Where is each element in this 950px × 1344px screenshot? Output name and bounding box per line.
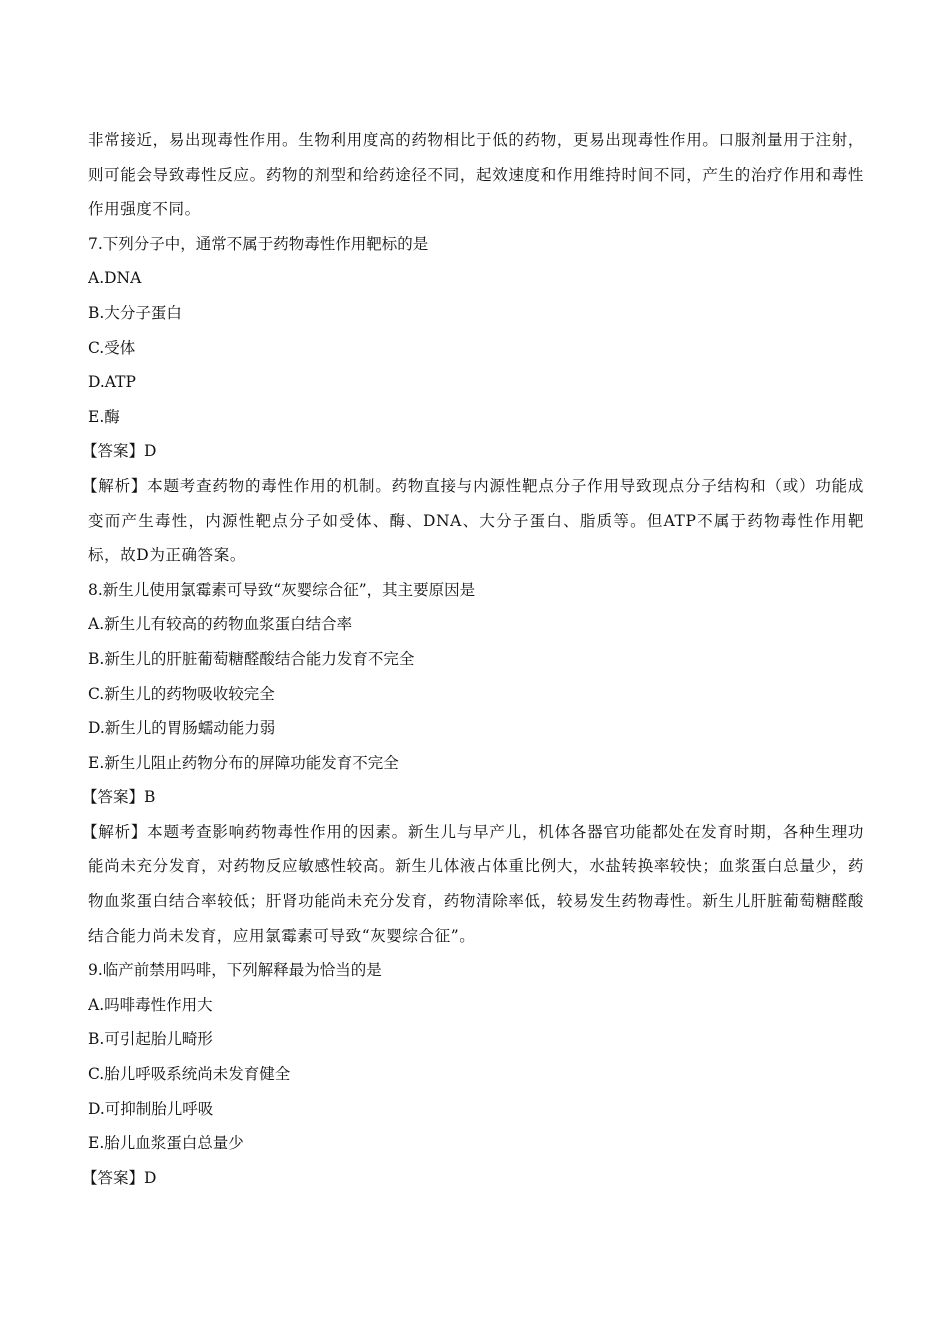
question-7-explanation: 【解析】本题考查药物的毒性作用的机制。药物直接与内源性靶点分子作用导致现点分子结构和（或）功能成变而产生毒性，内源性靶点分子如受体、酶、DNA、大分子蛋白、脂质等。但ATP不属于药物毒性作用靶标，故D为正确答案。 — [82, 476, 864, 565]
question-7-option-c: C.受体 — [88, 338, 136, 357]
question-8-answer: 【答案】B — [82, 788, 156, 807]
document-page — [82, 123, 864, 1195]
question-9-option-b: B.可引起胎儿畸形 — [88, 1030, 213, 1049]
question-9-answer: 【答案】D — [82, 1168, 157, 1187]
question-8-option-e: E.新生儿阻止药物分布的屏障功能发育不完全 — [88, 753, 399, 772]
question-7-option-a: A.DNA — [88, 269, 142, 288]
question-9-option-d: D.可抑制胎儿呼吸 — [88, 1099, 214, 1118]
question-8-option-b: B.新生儿的肝脏葡萄糖醛酸结合能力发育不完全 — [88, 649, 415, 668]
question-8-explanation: 【解析】本题考查影响药物毒性作用的因素。新生儿与早产儿，机体各器官功能都处在发育时期，各种生理功能尚未充分发育，对药物反应敏感性较高。新生儿体液占体重比例大，水盐转换率较快；血浆蛋白总量少，药物血浆蛋白结合率较低；肝肾功能尚未充分发育，药物清除率低，较易发生药物毒性。新生儿肝脏葡萄糖醛酸结合能力尚未发育，应用氯霉素可导致“灰婴综合征”。 — [82, 822, 864, 945]
question-9-stem: 9.临产前禁用吗啡，下列解释最为恰当的是 — [88, 961, 382, 980]
question-7-answer: 【答案】D — [82, 442, 157, 461]
question-7-stem: 7.下列分子中，通常不属于药物毒性作用靶标的是 — [88, 234, 429, 253]
question-8-option-d: D.新生儿的胃肠蠕动能力弱 — [88, 719, 276, 738]
question-7-option-b: B.大分子蛋白 — [88, 303, 182, 322]
question-7-option-e: E.酶 — [88, 407, 120, 426]
question-8-option-c: C.新生儿的药物吸收较完全 — [88, 684, 275, 703]
question-9-option-a: A.吗啡毒性作用大 — [88, 995, 213, 1014]
question-7-option-d: D.ATP — [88, 373, 136, 392]
question-9-option-c: C.胎儿呼吸系统尚未发育健全 — [88, 1065, 291, 1084]
intro-paragraph: 非常接近，易出现毒性作用。生物利用度高的药物相比于低的药物，更易出现毒性作用。口服剂量用于注射，则可能会导致毒性反应。药物的剂型和给药途径不同，起效速度和作用维持时间不同，产生的治疗作用和毒性作用强度不同。 — [88, 131, 864, 219]
question-8-option-a: A.新生儿有较高的药物血浆蛋白结合率 — [88, 615, 353, 634]
question-9-option-e: E.胎儿血浆蛋白总量少 — [88, 1134, 244, 1153]
question-8-stem: 8.新生儿使用氯霉素可导致“灰婴综合征”，其主要原因是 — [88, 580, 476, 599]
